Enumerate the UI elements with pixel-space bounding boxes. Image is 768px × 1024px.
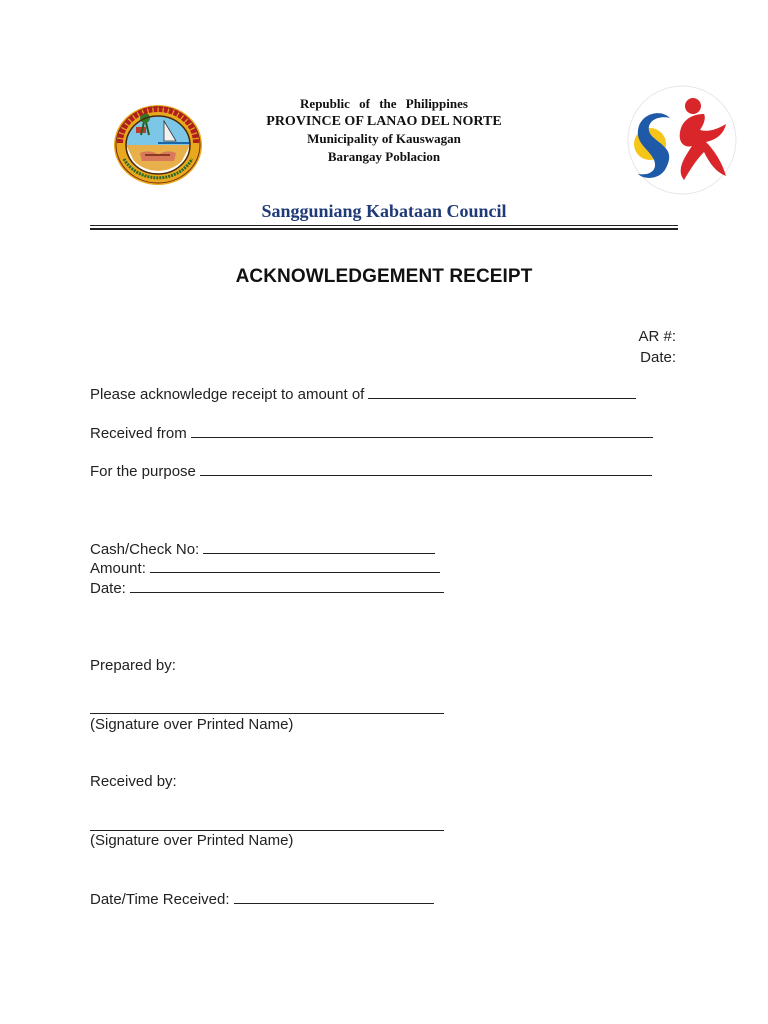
purpose-label: For the purpose	[90, 463, 196, 480]
barangay-seal-logo	[112, 103, 204, 187]
amount-acknowledge-field[interactable]	[368, 386, 636, 399]
cash-check-label: Cash/Check No:	[90, 541, 200, 558]
date-time-received-row	[90, 891, 434, 908]
amount-row	[90, 560, 440, 577]
amount-acknowledge-label: Please acknowledge receipt to amount of	[90, 386, 365, 403]
header-divider-thick	[90, 228, 678, 230]
barangay-line: Barangay Poblacion	[327, 148, 441, 164]
received-by-signature-line[interactable]	[90, 830, 444, 831]
cash-check-field[interactable]	[203, 541, 435, 554]
cash-check-row	[90, 541, 435, 558]
letterhead	[200, 95, 568, 165]
document-title: ACKNOWLEDGEMENT RECEIPT	[235, 266, 533, 287]
purpose-field[interactable]	[200, 463, 652, 476]
received-by-label: Received by:	[90, 773, 177, 790]
received-from-label: Received from	[90, 425, 187, 442]
date-time-received-field[interactable]	[234, 891, 434, 904]
received-from-field[interactable]	[191, 425, 653, 438]
date-time-received-label: Date/Time Received:	[90, 891, 230, 908]
received-from-row	[90, 425, 653, 442]
prepared-by-signature-line[interactable]	[90, 713, 444, 714]
amount-acknowledge-row	[90, 386, 636, 403]
sk-logo	[626, 84, 738, 196]
ar-number-label: AR #:	[638, 328, 676, 345]
amount-field[interactable]	[150, 560, 440, 573]
date-field[interactable]	[130, 580, 444, 593]
date-label: Date:	[90, 580, 126, 597]
prepared-by-signature-caption: (Signature over Printed Name)	[90, 716, 294, 733]
purpose-row	[90, 463, 652, 480]
date-row	[90, 580, 444, 597]
council-name: Sangguniang Kabataan Council	[261, 201, 507, 221]
prepared-by-label: Prepared by:	[90, 657, 176, 674]
republic-line: Republic of the Philippines	[300, 96, 468, 111]
province-line: PROVINCE OF LANAO DEL NORTE	[266, 113, 502, 129]
amount-label: Amount:	[90, 560, 146, 577]
top-date-label: Date:	[640, 349, 676, 366]
header-divider-thin	[90, 225, 678, 226]
municipality-line: Municipality of Kauswagan	[307, 131, 461, 146]
received-by-signature-caption: (Signature over Printed Name)	[90, 832, 294, 849]
